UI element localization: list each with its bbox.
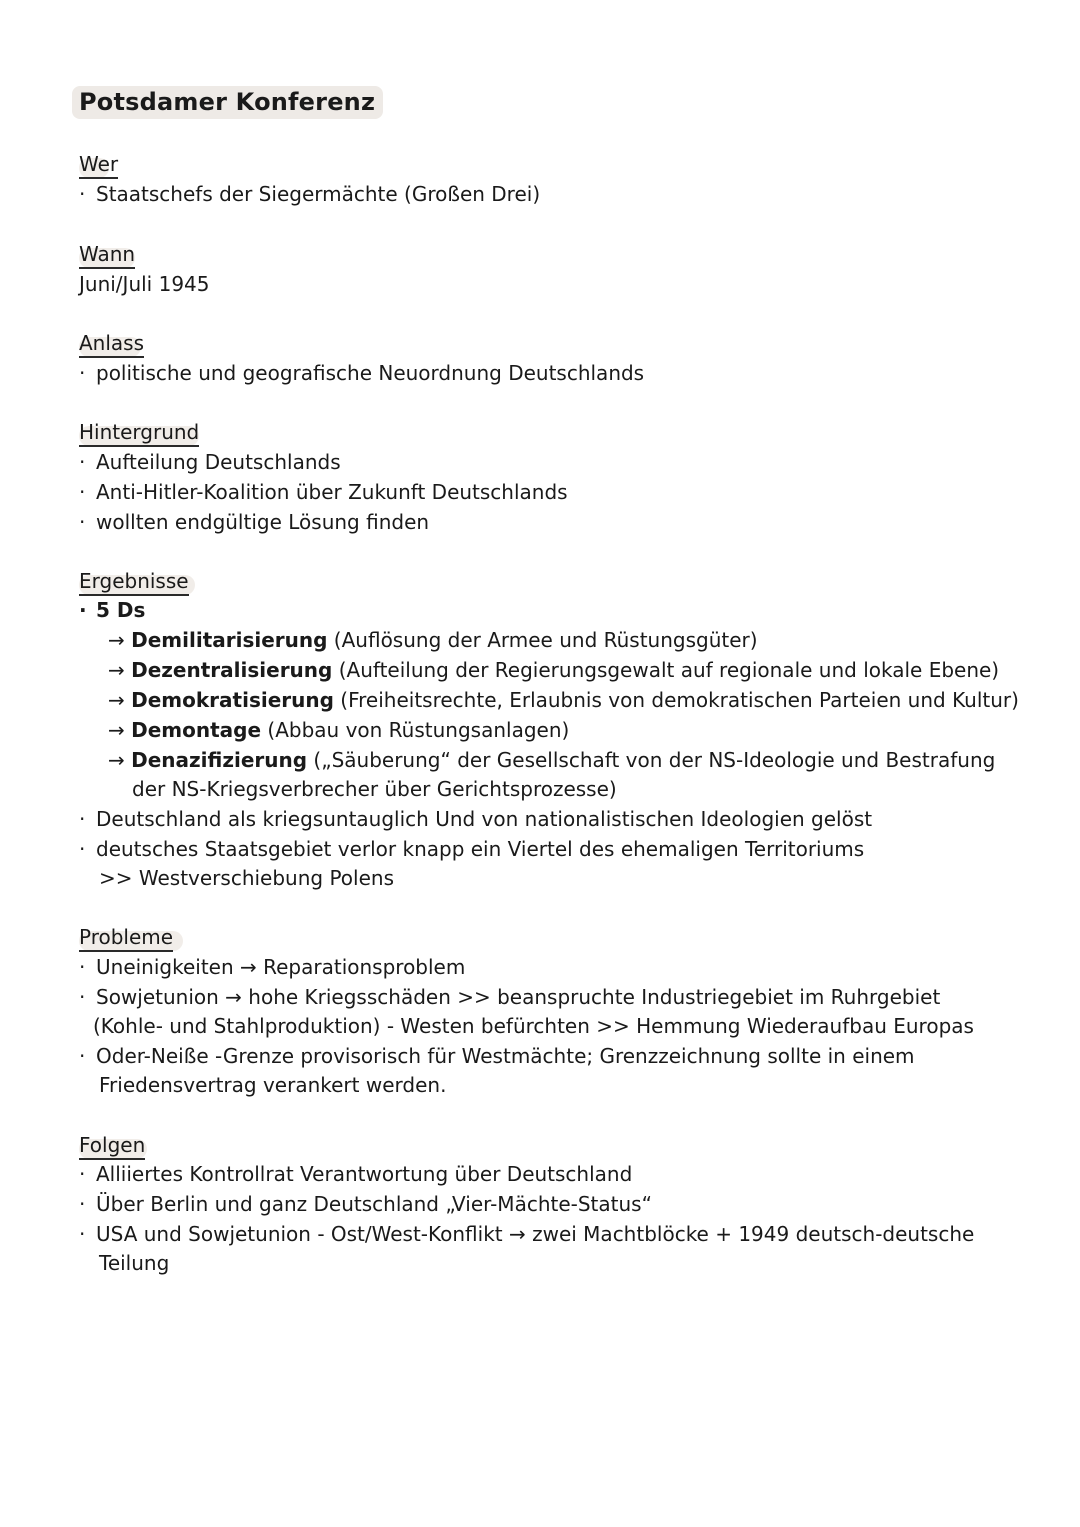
ds-item-dezentralisierung <box>108 658 999 682</box>
list-item: Alliiertes Kontrollrat Verantwortung über Deutschland <box>96 1162 633 1186</box>
arrow-icon: → <box>108 688 132 712</box>
list-item: Oder-Neiße -Grenze provisorisch für Westmächte; Grenzzeichnung sollte in einem <box>96 1044 915 1068</box>
ds-desc: (Auflösung der Armee und Rüstungsgüter) <box>327 628 758 652</box>
list-item: Staatschefs der Siegermächte (Großen Drei) <box>96 182 541 206</box>
ds-continuation: der NS-Kriegsverbrecher über Gerichtsprozesse) <box>132 777 617 801</box>
bullet <box>79 1192 91 1216</box>
bullet <box>79 955 91 979</box>
list-item: Aufteilung Deutschlands <box>96 450 341 474</box>
ds-item-denazifizierung <box>108 748 995 772</box>
bullet <box>79 1162 91 1186</box>
list-item-continuation: >> Westverschiebung Polens <box>99 866 394 890</box>
ds-term: Denazifizierung <box>131 748 308 772</box>
bullet <box>79 1044 91 1068</box>
ds-desc: (Aufteilung der Regierungsgewalt auf regionale und lokale Ebene) <box>332 658 1000 682</box>
list-item-continuation: Friedensvertrag verankert werden. <box>99 1073 447 1097</box>
five-ds-label: 5 Ds <box>96 598 146 622</box>
bullet <box>79 807 91 831</box>
list-item: Anti-Hitler-Koalition über Zukunft Deutschlands <box>96 480 568 504</box>
section-heading-hintergrund: Hintergrund <box>79 420 199 447</box>
section-heading-wer: Wer <box>79 152 118 179</box>
bullet <box>79 182 91 206</box>
list-item: wollten endgültige Lösung finden <box>96 510 430 534</box>
bullet <box>79 837 91 861</box>
ds-term: Demokratisierung <box>131 688 334 712</box>
section-heading-ergebnisse: Ergebnisse <box>79 569 189 596</box>
list-item: Über Berlin und ganz Deutschland „Vier-Mächte-Status“ <box>96 1192 652 1216</box>
ds-term: Demilitarisierung <box>131 628 328 652</box>
ds-desc: (Abbau von Rüstungsanlagen) <box>261 718 570 742</box>
arrow-icon: → <box>108 748 132 772</box>
ds-item-demilitarisierung <box>108 628 758 652</box>
ds-item-demontage <box>108 718 569 742</box>
arrow-icon: → <box>108 628 132 652</box>
page-title: Potsdamer Konferenz <box>72 86 383 119</box>
list-item: Deutschland als kriegsuntauglich Und von nationalistischen Ideologien gelöst <box>96 807 873 831</box>
list-item: politische und geografische Neuordnung Deutschlands <box>96 361 645 385</box>
ds-desc: (Freiheitsrechte, Erlaubnis von demokratischen Parteien und Kultur) <box>333 688 1019 712</box>
section-heading-folgen: Folgen <box>79 1133 145 1160</box>
date-text: Juni/Juli 1945 <box>79 272 210 296</box>
section-heading-anlass: Anlass <box>79 331 144 358</box>
bullet <box>79 450 91 474</box>
list-item: Uneinigkeiten → Reparationsproblem <box>96 955 466 979</box>
bullet <box>79 510 91 534</box>
ds-desc: („Säuberung“ der Gesellschaft von der NS-Ideologie und Bestrafung <box>307 748 996 772</box>
section-heading-wann: Wann <box>79 242 135 269</box>
list-item: deutsches Staatsgebiet verlor knapp ein Viertel des ehemaligen Territoriums <box>96 837 865 861</box>
bullet <box>79 480 91 504</box>
list-item-continuation: Teilung <box>99 1251 170 1275</box>
list-item: Sowjetunion → hohe Kriegsschäden >> beanspruchte Industriegebiet im Ruhrgebiet <box>96 985 941 1009</box>
bullet <box>79 985 91 1009</box>
bullet <box>79 361 91 385</box>
section-heading-probleme: Probleme <box>79 925 173 952</box>
arrow-icon: → <box>108 718 132 742</box>
ds-term: Dezentralisierung <box>131 658 333 682</box>
bullet <box>79 1222 91 1246</box>
bullet <box>79 598 91 622</box>
ds-item-demokratisierung <box>108 688 1019 712</box>
list-item: USA und Sowjetunion - Ost/West-Konflikt → zwei Machtblöcke + 1949 deutsch-deutsche <box>96 1222 975 1246</box>
ds-term: Demontage <box>131 718 262 742</box>
list-item-continuation: (Kohle- und Stahlproduktion) - Westen befürchten >> Hemmung Wiederaufbau Europas <box>93 1014 974 1038</box>
arrow-icon: → <box>108 658 132 682</box>
